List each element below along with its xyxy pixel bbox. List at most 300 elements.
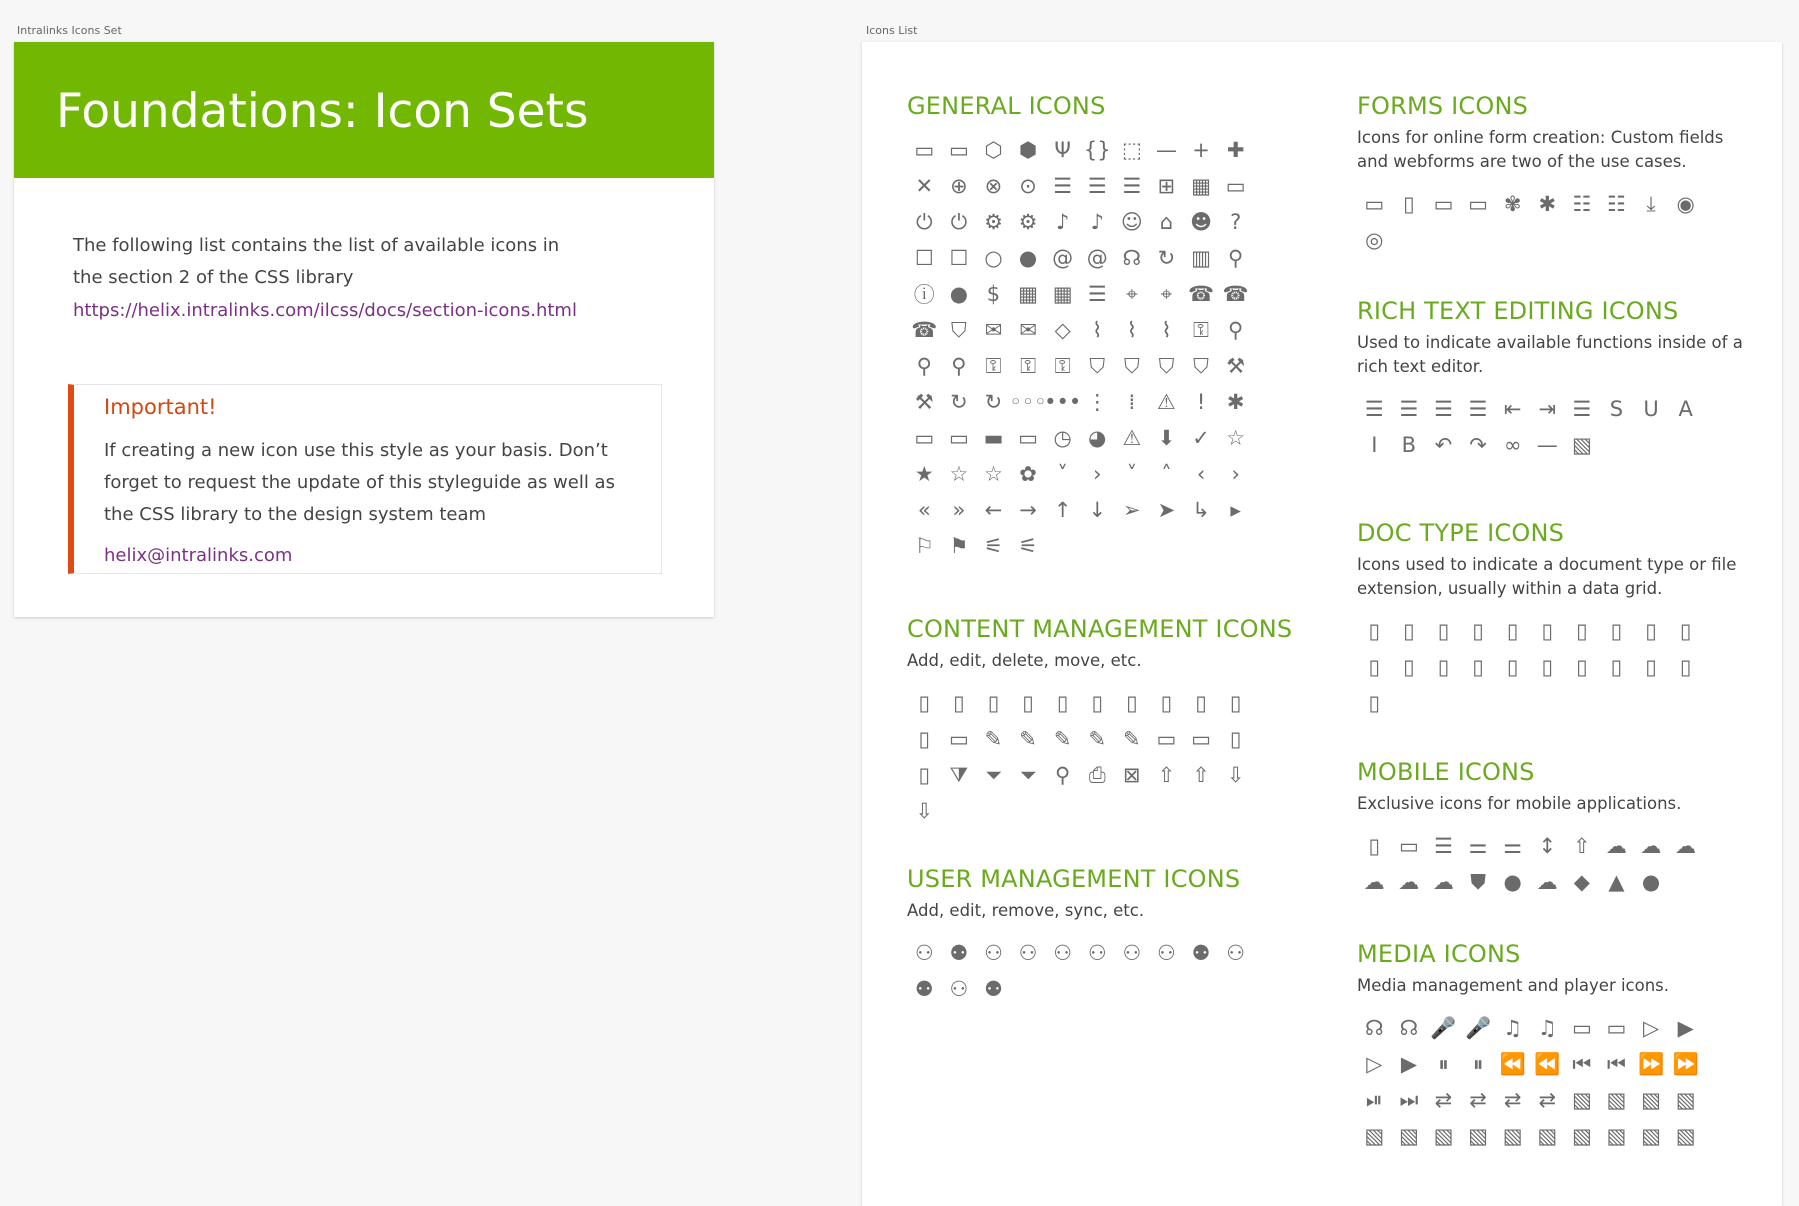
media-icon[interactable] [1634, 1118, 1669, 1154]
general-icon[interactable] [1218, 348, 1253, 384]
doctype-icon[interactable] [1426, 613, 1461, 649]
general-icon[interactable] [1184, 204, 1219, 240]
general-icon[interactable] [942, 168, 977, 204]
media-icon-glyph: ♫ [1503, 1016, 1523, 1040]
user-icon[interactable] [1080, 935, 1115, 971]
general-icon[interactable] [907, 204, 942, 240]
doctype-icon[interactable] [1565, 613, 1600, 649]
general-icon[interactable] [1080, 420, 1115, 456]
content-icon[interactable] [1218, 757, 1253, 793]
general-icon[interactable] [1149, 312, 1184, 348]
user-icon[interactable] [907, 971, 942, 1007]
media-icon[interactable] [1426, 1046, 1461, 1082]
general-icon[interactable] [907, 528, 942, 564]
general-icon[interactable] [1045, 456, 1080, 492]
general-icon[interactable] [976, 276, 1011, 312]
general-icon[interactable] [1115, 420, 1150, 456]
media-icon[interactable] [1357, 1046, 1392, 1082]
general-icon[interactable] [1045, 132, 1080, 168]
general-icon[interactable] [1115, 240, 1150, 276]
general-icon[interactable] [942, 276, 977, 312]
general-icon[interactable] [907, 132, 942, 168]
mobile-icon[interactable] [1530, 828, 1565, 864]
general-icon-glyph: ☎ [911, 318, 938, 342]
media-icon[interactable] [1392, 1082, 1427, 1118]
general-icon[interactable] [1184, 132, 1219, 168]
general-icon[interactable] [1218, 204, 1253, 240]
general-icon[interactable] [1011, 528, 1046, 564]
richtext-icon[interactable] [1530, 427, 1565, 463]
media-icon-glyph: ⏮ [1607, 1051, 1626, 1076]
content-icon[interactable] [1045, 757, 1080, 793]
content-icon[interactable] [1115, 721, 1150, 757]
general-icon[interactable] [1149, 492, 1184, 528]
content-icon[interactable] [1149, 685, 1184, 721]
doctype-icon[interactable] [1530, 613, 1565, 649]
media-icon[interactable] [1530, 1082, 1565, 1118]
content-icon[interactable] [942, 721, 977, 757]
general-icon[interactable] [1115, 348, 1150, 384]
media-icon[interactable] [1357, 1010, 1392, 1046]
general-icon-glyph: ♪ [1055, 210, 1070, 234]
media-icon[interactable] [1426, 1082, 1461, 1118]
media-icon[interactable] [1495, 1046, 1530, 1082]
media-icon[interactable] [1530, 1010, 1565, 1046]
general-icon[interactable] [1115, 168, 1150, 204]
forms-icon[interactable] [1634, 186, 1669, 222]
general-icon[interactable] [907, 240, 942, 276]
media-icon[interactable] [1461, 1046, 1496, 1082]
media-icon[interactable] [1668, 1082, 1703, 1118]
content-icon-glyph: ⇩ [915, 799, 934, 823]
general-icon[interactable] [976, 168, 1011, 204]
general-icon[interactable] [1149, 204, 1184, 240]
general-icon[interactable] [1045, 204, 1080, 240]
richtext-icon[interactable] [1461, 391, 1496, 427]
content-icon[interactable] [1011, 685, 1046, 721]
general-icon[interactable] [1045, 168, 1080, 204]
page-title: Foundations: Icon Sets [56, 84, 589, 139]
user-icon[interactable] [1184, 935, 1219, 971]
content-icon[interactable] [942, 685, 977, 721]
general-icon-glyph: ▦ [1018, 282, 1038, 306]
general-icon[interactable] [1011, 204, 1046, 240]
media-icon[interactable] [1461, 1082, 1496, 1118]
docs-link[interactable]: https://helix.intralinks.com/ilcss/docs/section-icons.html [73, 300, 577, 321]
content-icon[interactable] [1184, 757, 1219, 793]
content-icon[interactable] [1080, 685, 1115, 721]
doctype-icon[interactable] [1461, 649, 1496, 685]
general-icon[interactable] [1045, 420, 1080, 456]
general-icon-glyph: ⚐ [914, 534, 934, 558]
media-icon[interactable] [1565, 1082, 1600, 1118]
mobile-icon[interactable] [1357, 828, 1392, 864]
general-icon[interactable] [1149, 276, 1184, 312]
general-icon[interactable] [1218, 312, 1253, 348]
forms-icon[interactable] [1426, 186, 1461, 222]
richtext-icon-glyph: ☰ [1399, 397, 1419, 421]
user-icon[interactable] [976, 971, 1011, 1007]
mobile-icon[interactable] [1634, 864, 1669, 900]
general-icon[interactable] [1115, 456, 1150, 492]
general-icon[interactable] [907, 168, 942, 204]
content-icon[interactable] [907, 793, 942, 829]
media-icon[interactable] [1599, 1010, 1634, 1046]
general-icon[interactable] [1115, 492, 1150, 528]
richtext-icon[interactable] [1530, 391, 1565, 427]
media-icon[interactable] [1634, 1010, 1669, 1046]
general-icon[interactable] [1080, 168, 1115, 204]
media-icon[interactable] [1495, 1010, 1530, 1046]
general-icon-glyph: ⬢ [1018, 138, 1038, 162]
mobile-icon[interactable] [1495, 864, 1530, 900]
general-icon[interactable] [942, 348, 977, 384]
doctype-icon[interactable] [1357, 649, 1392, 685]
media-icon[interactable] [1599, 1046, 1634, 1082]
richtext-icon[interactable] [1495, 427, 1530, 463]
content-icon[interactable] [907, 757, 942, 793]
general-icon[interactable] [907, 384, 942, 420]
user-icon[interactable] [1011, 935, 1046, 971]
general-icon[interactable] [1115, 132, 1150, 168]
general-icon[interactable] [1184, 240, 1219, 276]
richtext-icon[interactable] [1495, 391, 1530, 427]
general-icon[interactable] [1149, 420, 1184, 456]
general-icon[interactable] [1218, 456, 1253, 492]
media-icon[interactable] [1392, 1046, 1427, 1082]
general-icon[interactable] [907, 420, 942, 456]
mobile-icon[interactable] [1392, 864, 1427, 900]
general-icon[interactable] [1184, 384, 1219, 420]
mobile-icon[interactable] [1495, 828, 1530, 864]
doctype-icon[interactable] [1495, 649, 1530, 685]
media-icon[interactable] [1461, 1118, 1496, 1154]
media-icon[interactable] [1668, 1046, 1703, 1082]
media-icon[interactable] [1668, 1118, 1703, 1154]
general-icon[interactable] [942, 240, 977, 276]
general-icon[interactable] [1218, 492, 1253, 528]
general-icon[interactable] [907, 492, 942, 528]
content-icon-glyph: ▯ [918, 727, 931, 751]
forms-icon[interactable] [1357, 186, 1392, 222]
mobile-icon[interactable] [1599, 864, 1634, 900]
user-icon[interactable] [942, 935, 977, 971]
general-icon[interactable] [1184, 420, 1219, 456]
forms-icon[interactable] [1530, 186, 1565, 222]
content-icon[interactable] [1184, 685, 1219, 721]
contact-email-link[interactable]: helix@intralinks.com [104, 545, 293, 566]
general-icon-glyph: ☆ [1226, 426, 1246, 450]
general-icon[interactable] [942, 132, 977, 168]
content-icon[interactable] [976, 757, 1011, 793]
general-icon[interactable] [1011, 492, 1046, 528]
content-icon-glyph: ▯ [953, 691, 965, 715]
general-icon[interactable] [976, 132, 1011, 168]
general-icon[interactable] [1045, 240, 1080, 276]
doctype-icon[interactable] [1357, 685, 1392, 721]
richtext-icon[interactable] [1357, 427, 1392, 463]
doctype-icon[interactable] [1668, 613, 1703, 649]
content-icon[interactable] [1149, 721, 1184, 757]
general-icon[interactable] [1011, 348, 1046, 384]
mobile-icon-glyph: ☁ [1675, 834, 1697, 858]
richtext-icon[interactable] [1565, 391, 1600, 427]
user-icon[interactable] [1115, 935, 1150, 971]
doctype-icon[interactable] [1634, 649, 1669, 685]
general-icon[interactable] [976, 492, 1011, 528]
richtext-icon[interactable] [1634, 391, 1669, 427]
general-icon[interactable] [1218, 420, 1253, 456]
general-icon[interactable] [1045, 384, 1080, 420]
general-icon[interactable] [1011, 168, 1046, 204]
general-icon[interactable] [1218, 168, 1253, 204]
general-icon[interactable] [976, 312, 1011, 348]
general-icon[interactable] [1184, 456, 1219, 492]
content-icon[interactable] [1011, 721, 1046, 757]
doctype-icon[interactable] [1530, 649, 1565, 685]
content-icon[interactable] [1045, 685, 1080, 721]
general-icon[interactable] [1115, 312, 1150, 348]
media-icon[interactable] [1357, 1082, 1392, 1118]
user-icon-glyph: ⚇ [1053, 941, 1073, 965]
general-icon[interactable] [1115, 276, 1150, 312]
general-icon[interactable] [976, 384, 1011, 420]
general-icon[interactable] [907, 456, 942, 492]
general-icon[interactable] [1080, 384, 1115, 420]
mobile-icon[interactable] [1426, 828, 1461, 864]
general-icon[interactable] [1045, 492, 1080, 528]
doctype-icon[interactable] [1599, 613, 1634, 649]
content-icon[interactable] [1115, 685, 1150, 721]
general-icon[interactable] [1149, 168, 1184, 204]
media-icon[interactable] [1565, 1010, 1600, 1046]
important-text: If creating a new icon use this style as your basis. Don’t forget to request the update of this styleguide as well as the CSS library to the design system team [104, 440, 615, 525]
doctype-icon[interactable] [1634, 613, 1669, 649]
doctype-icon[interactable] [1357, 613, 1392, 649]
richtext-icon[interactable] [1426, 427, 1461, 463]
general-icon[interactable] [942, 456, 977, 492]
general-icon[interactable] [907, 348, 942, 384]
general-icon[interactable] [1011, 312, 1046, 348]
general-icon[interactable] [1011, 276, 1046, 312]
mobile-icon-glyph: ☁ [1432, 870, 1454, 894]
general-icon[interactable] [907, 276, 942, 312]
content-icon[interactable] [942, 757, 977, 793]
general-icon[interactable] [976, 348, 1011, 384]
richtext-icon-glyph: ▧ [1571, 433, 1592, 457]
media-icon[interactable] [1530, 1118, 1565, 1154]
user-icon[interactable] [976, 935, 1011, 971]
general-icon[interactable] [942, 528, 977, 564]
general-icon[interactable] [976, 456, 1011, 492]
content-icon[interactable] [976, 685, 1011, 721]
richtext-icon[interactable] [1599, 391, 1634, 427]
content-icon[interactable] [1045, 721, 1080, 757]
content-icon[interactable] [1115, 757, 1150, 793]
general-icon[interactable] [1184, 492, 1219, 528]
media-icon-glyph: ⏮ [1572, 1051, 1592, 1076]
forms-icon[interactable] [1599, 186, 1634, 222]
user-icon[interactable] [942, 971, 977, 1007]
general-icon[interactable] [1080, 240, 1115, 276]
content-icon[interactable] [1080, 757, 1115, 793]
doctype-icon[interactable] [1461, 613, 1496, 649]
media-icon[interactable] [1530, 1046, 1565, 1082]
richtext-icon[interactable] [1392, 427, 1427, 463]
general-icon[interactable] [1080, 276, 1115, 312]
general-icon[interactable] [942, 204, 977, 240]
richtext-icon[interactable] [1565, 427, 1600, 463]
general-icon[interactable] [1218, 384, 1253, 420]
general-icon[interactable] [1080, 348, 1115, 384]
content-icon[interactable] [1080, 721, 1115, 757]
mobile-icon[interactable] [1392, 828, 1427, 864]
general-icon[interactable] [1149, 348, 1184, 384]
content-icon[interactable] [976, 721, 1011, 757]
media-icon-glyph: ▧ [1571, 1088, 1592, 1112]
mobile-icon[interactable] [1668, 828, 1703, 864]
general-icon[interactable] [1218, 132, 1253, 168]
doctype-icon[interactable] [1392, 613, 1427, 649]
general-icon[interactable] [1218, 276, 1253, 312]
mobile-icon[interactable] [1565, 828, 1600, 864]
general-icon[interactable] [1011, 132, 1046, 168]
mobile-icon[interactable] [1565, 864, 1600, 900]
media-icon[interactable] [1392, 1010, 1427, 1046]
general-icon[interactable] [907, 312, 942, 348]
general-icon[interactable] [976, 240, 1011, 276]
general-icon[interactable] [1149, 132, 1184, 168]
forms-icon-glyph: ◎ [1365, 228, 1384, 252]
general-icon[interactable] [1184, 312, 1219, 348]
richtext-icon[interactable] [1668, 391, 1703, 427]
general-icon[interactable] [1149, 456, 1184, 492]
general-icon[interactable] [942, 420, 977, 456]
doctype-icon[interactable] [1426, 649, 1461, 685]
forms-icon[interactable] [1495, 186, 1530, 222]
media-icon[interactable] [1495, 1082, 1530, 1118]
mobile-icon[interactable] [1426, 864, 1461, 900]
general-icon[interactable] [942, 384, 977, 420]
general-icon[interactable] [1011, 240, 1046, 276]
content-icon[interactable] [1184, 721, 1219, 757]
general-icon-glyph: ☐ [914, 246, 934, 270]
doctype-icon[interactable] [1495, 613, 1530, 649]
doctype-icon[interactable] [1599, 649, 1634, 685]
section-title: GENERAL ICONS [907, 92, 1106, 120]
mobile-icon-glyph: ⛊ [1470, 869, 1486, 894]
general-icon[interactable] [1080, 204, 1115, 240]
general-icon[interactable] [1115, 384, 1150, 420]
media-icon[interactable] [1426, 1010, 1461, 1046]
forms-icon[interactable] [1357, 222, 1392, 258]
media-icon[interactable] [1634, 1082, 1669, 1118]
media-icon[interactable] [1461, 1010, 1496, 1046]
media-icon[interactable] [1634, 1046, 1669, 1082]
media-icon[interactable] [1426, 1118, 1461, 1154]
forms-icon[interactable] [1668, 186, 1703, 222]
content-icon[interactable] [1149, 757, 1184, 793]
doctype-icon[interactable] [1668, 649, 1703, 685]
media-icon[interactable] [1392, 1118, 1427, 1154]
icon-grid [1357, 186, 1757, 258]
general-icon[interactable] [1218, 240, 1253, 276]
mobile-icon[interactable] [1530, 864, 1565, 900]
general-icon[interactable] [1045, 348, 1080, 384]
content-icon[interactable] [907, 685, 942, 721]
general-icon[interactable] [1149, 384, 1184, 420]
doctype-icon[interactable] [1392, 649, 1427, 685]
mobile-icon[interactable] [1634, 828, 1669, 864]
general-icon[interactable] [1184, 276, 1219, 312]
general-icon[interactable] [942, 312, 977, 348]
forms-icon[interactable] [1392, 186, 1427, 222]
general-icon[interactable] [1149, 240, 1184, 276]
richtext-icon[interactable] [1357, 391, 1392, 427]
user-icon[interactable] [907, 935, 942, 971]
general-icon[interactable] [1045, 312, 1080, 348]
richtext-icon[interactable] [1461, 427, 1496, 463]
content-icon-glyph: ⎙ [1088, 762, 1106, 787]
media-icon[interactable] [1565, 1046, 1600, 1082]
general-icon[interactable] [1184, 348, 1219, 384]
mobile-icon[interactable] [1461, 828, 1496, 864]
content-icon[interactable] [907, 721, 942, 757]
general-icon[interactable] [942, 492, 977, 528]
general-icon[interactable] [976, 204, 1011, 240]
general-icon[interactable] [1080, 312, 1115, 348]
general-icon-glyph: $ [986, 282, 1001, 306]
content-icon-glyph: ▯ [1229, 691, 1242, 715]
general-icon[interactable] [1115, 204, 1150, 240]
general-icon[interactable] [976, 528, 1011, 564]
user-icon[interactable] [1218, 935, 1253, 971]
general-icon[interactable] [1011, 456, 1046, 492]
user-icon[interactable] [1149, 935, 1184, 971]
richtext-icon[interactable] [1392, 391, 1427, 427]
media-icon[interactable] [1668, 1010, 1703, 1046]
media-icon[interactable] [1599, 1118, 1634, 1154]
content-icon[interactable] [1218, 685, 1253, 721]
general-icon[interactable] [1184, 168, 1219, 204]
forms-icon[interactable] [1565, 186, 1600, 222]
content-icon[interactable] [1011, 757, 1046, 793]
general-icon-glyph: ★ [914, 462, 934, 486]
richtext-icon[interactable] [1426, 391, 1461, 427]
general-icon[interactable] [1080, 132, 1115, 168]
user-icon[interactable] [1045, 935, 1080, 971]
general-icon[interactable] [1080, 492, 1115, 528]
forms-icon[interactable] [1461, 186, 1496, 222]
content-icon[interactable] [1218, 721, 1253, 757]
content-icon-glyph: ▯ [1126, 691, 1138, 715]
general-icon[interactable] [976, 420, 1011, 456]
media-icon[interactable] [1495, 1118, 1530, 1154]
mobile-icon[interactable] [1599, 828, 1634, 864]
general-icon[interactable] [1011, 420, 1046, 456]
media-icon[interactable] [1357, 1118, 1392, 1154]
general-icon[interactable] [1045, 276, 1080, 312]
doctype-icon[interactable] [1565, 649, 1600, 685]
mobile-icon[interactable] [1461, 864, 1496, 900]
general-icon-glyph: ⚑ [949, 534, 969, 558]
mobile-icon[interactable] [1357, 864, 1392, 900]
general-icon-glyph: ⚲ [1227, 246, 1244, 270]
media-icon[interactable] [1599, 1082, 1634, 1118]
general-icon[interactable] [1080, 456, 1115, 492]
general-icon[interactable] [1011, 384, 1046, 420]
media-icon[interactable] [1565, 1118, 1600, 1154]
